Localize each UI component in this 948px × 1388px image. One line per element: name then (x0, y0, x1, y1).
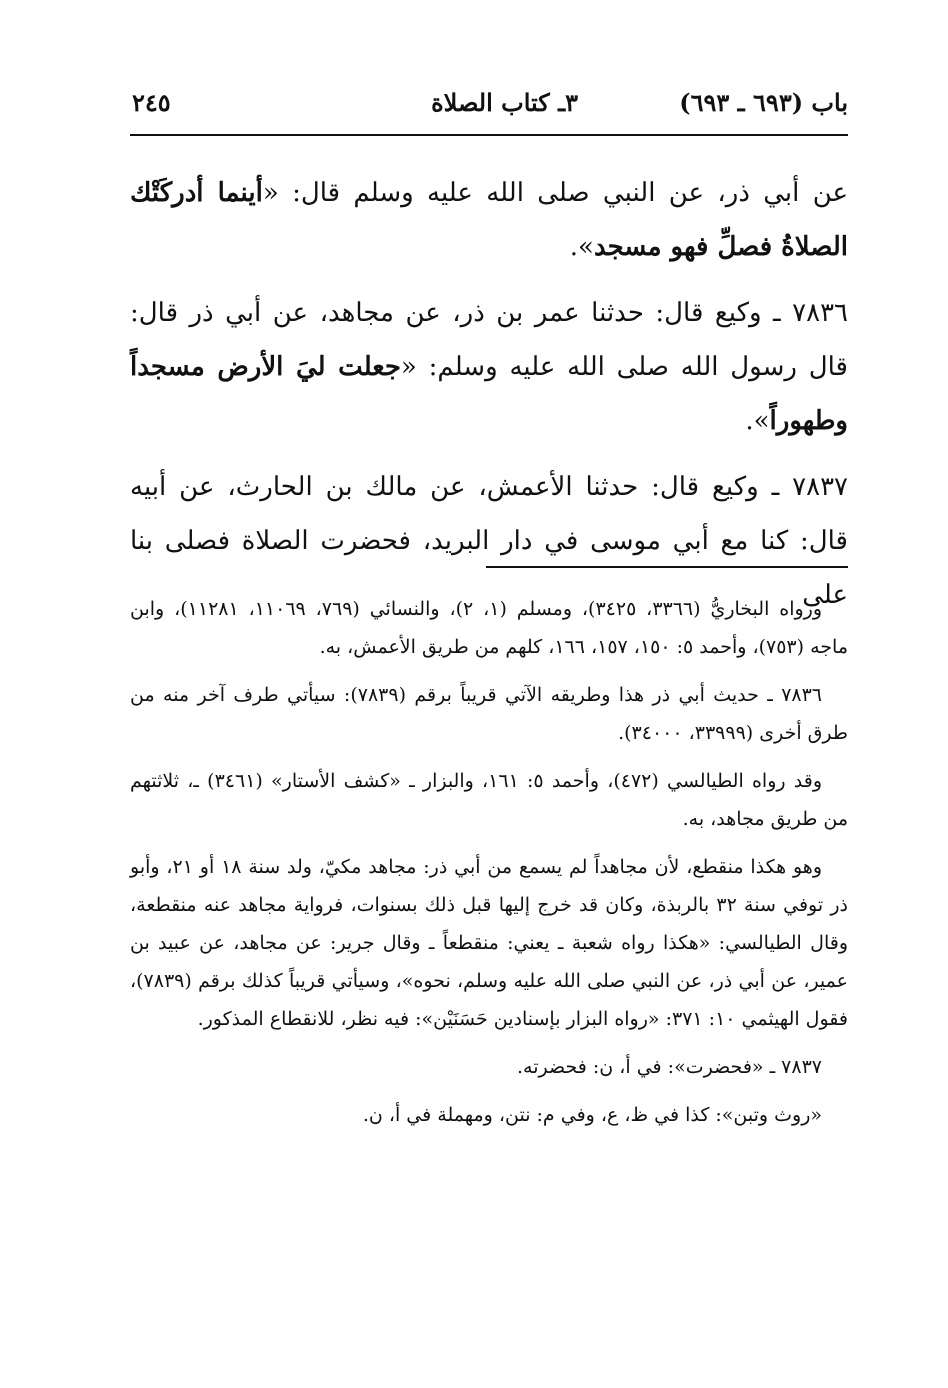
chapter-range: باب (٦٩٣ ـ ٦٩٣) (679, 88, 848, 117)
book-title: ٣ـ كتاب الصلاة (431, 88, 578, 117)
narration-text: عن أبي ذر، عن النبي صلى الله عليه وسلم قال: « (262, 178, 848, 208)
narration-text: ٧٨٣٧ ـ وكيع قال: حدثنا الأعمش، عن مالك بن الحارث، عن أبيه قال: كنا مع أبي موسى في دار البريد، فحضرت الصلاة فصلى بنا على (130, 472, 848, 610)
footnote-paragraph: «روث وتبن»: كذا في ظ، ع، وفي م: نتن، ومهملة في أ، ن. (362, 1104, 822, 1126)
footnote-divider (486, 566, 848, 568)
main-text (130, 166, 848, 634)
page-number: ٢٤٥ (132, 88, 171, 117)
quote-close: ». (569, 232, 594, 262)
footnote-paragraph: ٧٨٣٧ ـ «فحضرت»: في أ، ن: فحضرته. (517, 1056, 822, 1078)
footnotes (130, 590, 848, 1144)
hadith-quote: أينما أدركَتْك الصلاةُ فصلِّ فهو مسجد (130, 178, 848, 262)
footnote-paragraph: وهو هكذا منقطع، لأن مجاهداً لم يسمع من أبي ذر: مجاهد مكيّ، ولد سنة ١٨ أو ٢١، وأبو ذر توفي سنة ٣٢ بالربذة، وكان قد خرج إليها قبل ذلك بسنوات، فرواية مجاهد عنه منقطعة، وقال الطيالسي: «هكذا رواه شعبة ـ يعني: منقطعاً ـ وقال جرير: عن مجاهد، عن عبيد بن عمير، عن أبي ذر، عن النبي صلى الله عليه وسلم، نحوه»، وسيأتي قريباً كذلك برقم (٧٨٣٩)، فقول الهيثمي ١٠: ٣٧١: «رواه البزار بإسنادين حَسَنَيْن»: فيه نظر، للانقطاع المذكور. (130, 856, 848, 1030)
footnote-paragraph: ٧٨٣٦ ـ حديث أبي ذر هذا وطريقه الآتي قريباً برقم (٧٨٣٩): سيأتي طرف آخر منه من طرق أخرى (٣٣٩٩٩، ٣٤٠٠٠). (130, 684, 848, 744)
hadith-paragraph (130, 166, 848, 274)
hadith-quote: جعلت ليَ الأرض مسجداً وطهوراً (130, 352, 848, 436)
page-header (130, 88, 848, 130)
quote-close: ». (745, 406, 770, 436)
hadith-paragraph-7836 (130, 286, 848, 448)
header-divider (130, 134, 848, 136)
narration-text: ٧٨٣٦ ـ وكيع قال: حدثنا عمر بن ذر، عن مجاهد، عن أبي ذر قال: قال رسول الله صلى الله عليه وسلم: « (130, 298, 848, 382)
footnote-paragraph: وقد رواه الطيالسي (٤٧٢)، وأحمد ٥: ١٦١، والبزار ـ «كشف الأستار» (٣٤٦١) ـ، ثلاثتهم من طريق مجاهد، به. (130, 770, 848, 830)
footnote-paragraph: ورواه البخاريُّ (٣٣٦٦، ٣٤٢٥)، ومسلم (١، ٢)، والنسائي (٧٦٩، ١١٠٦٩، ١١٢٨١)، وابن ماجه (٧٥٣)، وأحمد ٥: ١٥٠، ١٥٧، ١٦٦، كلهم من طريق الأعمش، به. (130, 598, 848, 658)
